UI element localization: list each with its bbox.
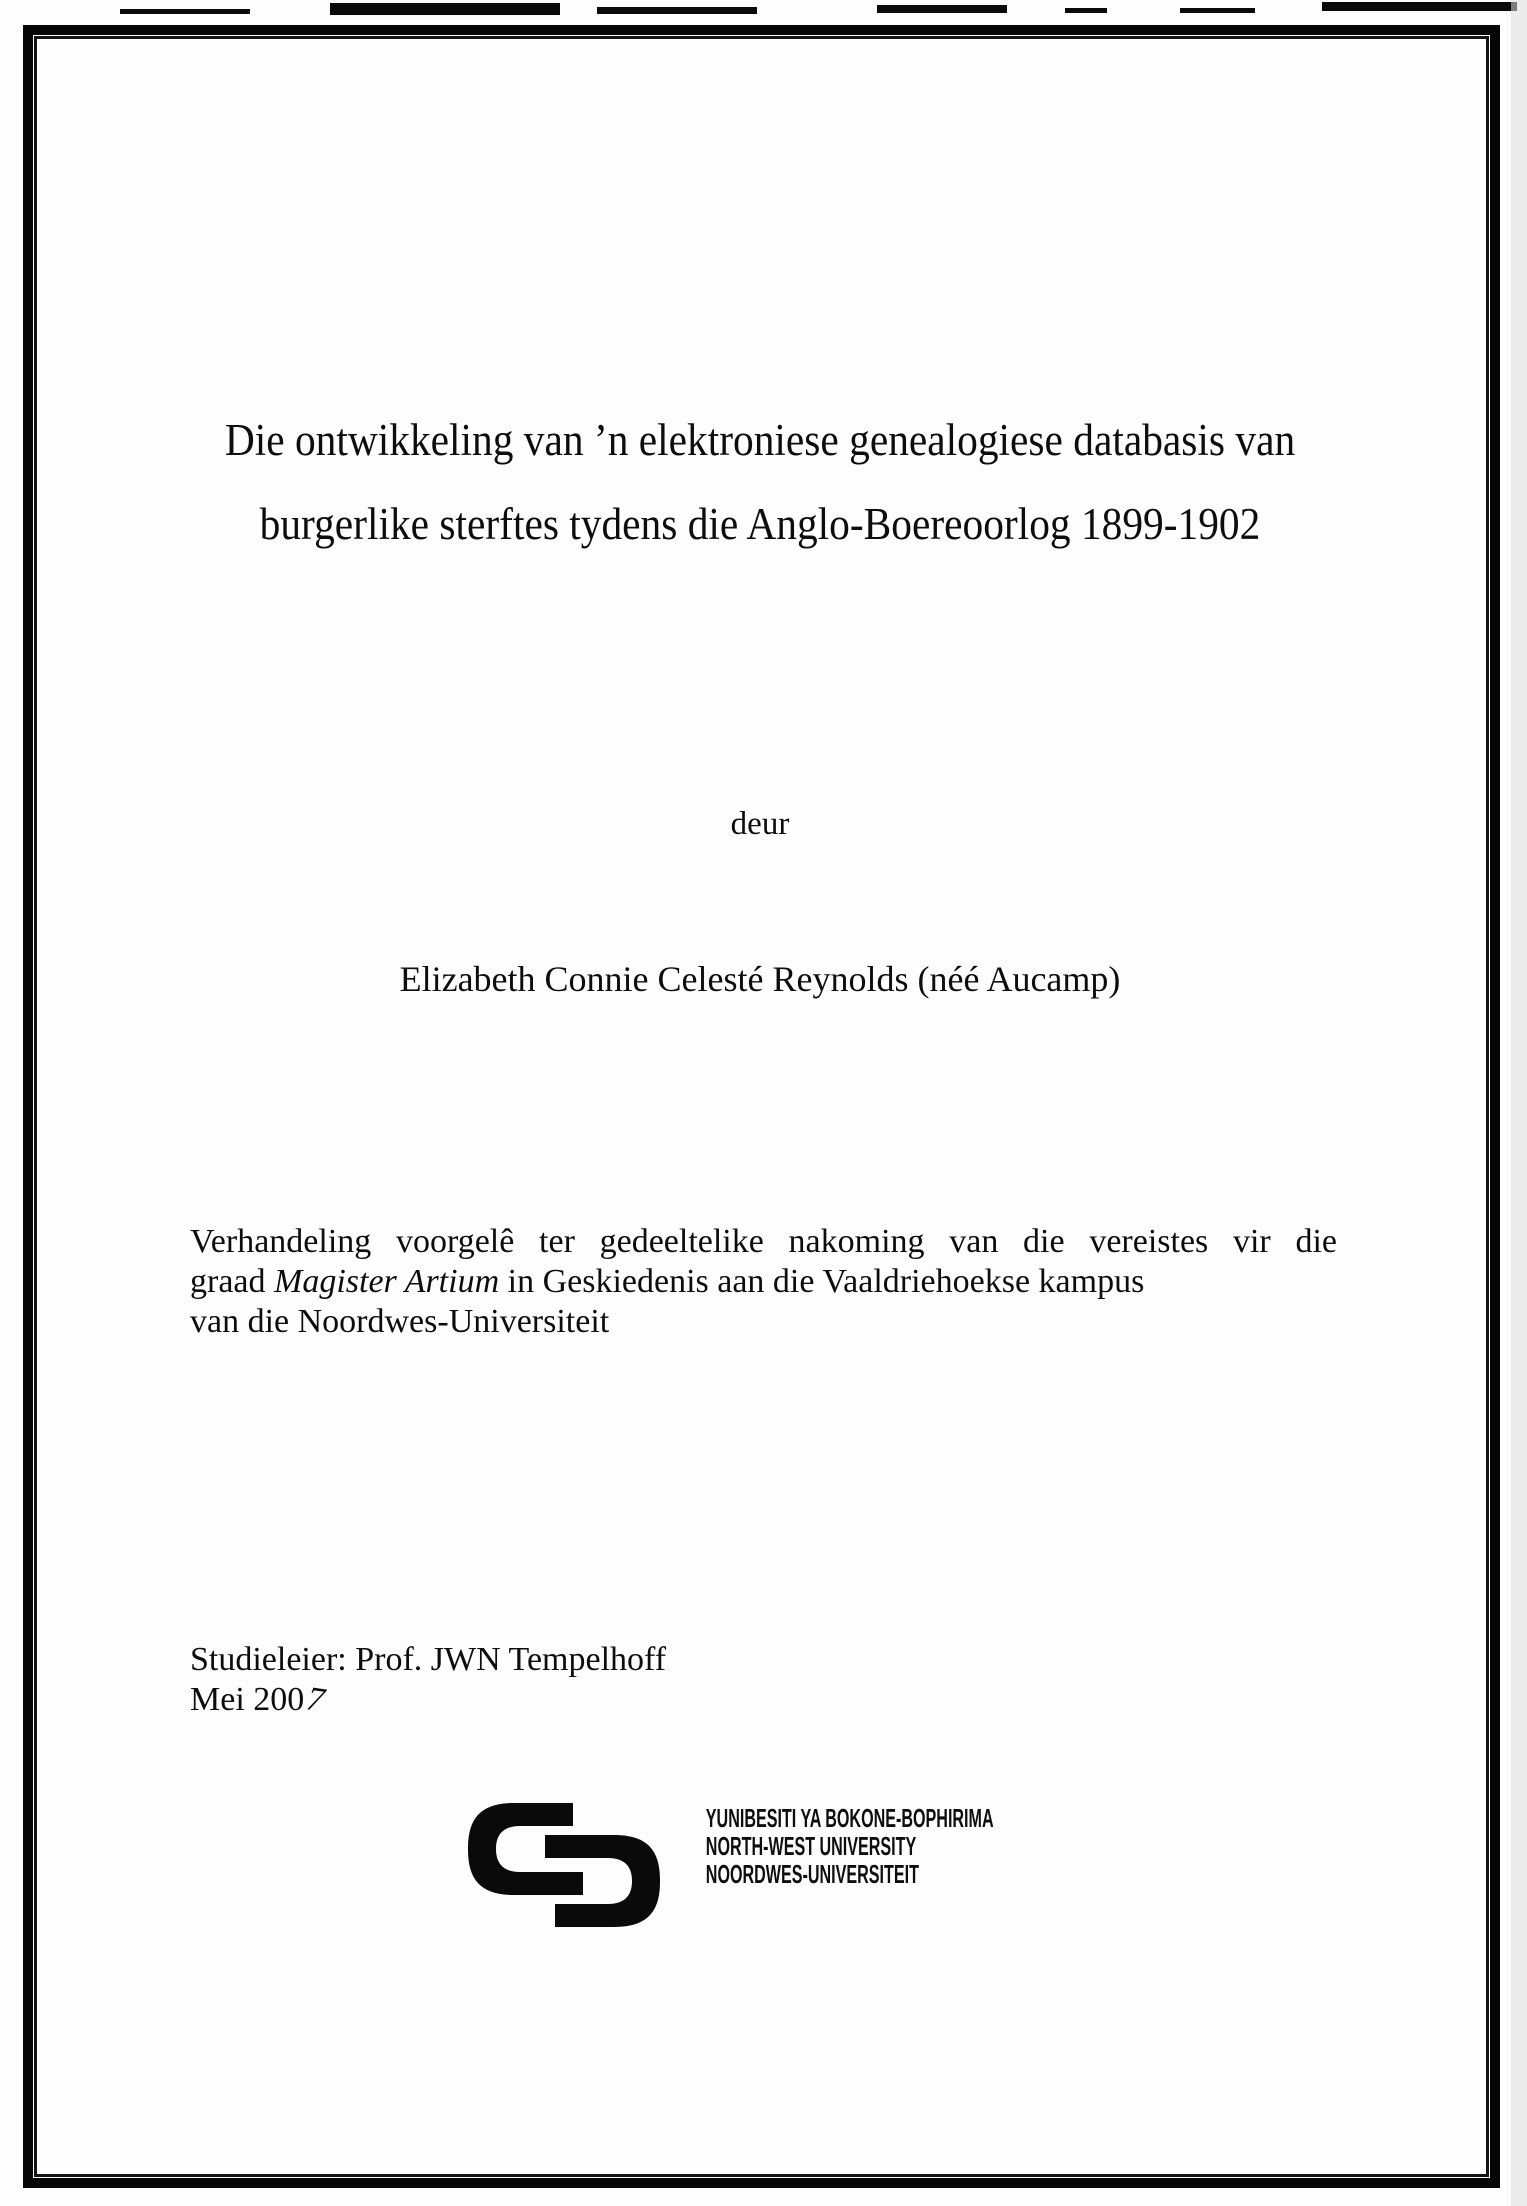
- scan-artifact: [1180, 8, 1255, 13]
- university-name-english: NORTH-WEST UNIVERSITY: [705, 1831, 917, 1861]
- scan-artifact: [1065, 8, 1107, 13]
- scan-artifact: [877, 5, 1007, 13]
- degree-statement-line2-pre: graad: [190, 1263, 275, 1300]
- scan-artifact: [1322, 2, 1517, 11]
- scan-artifact: [120, 9, 250, 14]
- thesis-title: [38, 398, 1482, 566]
- byline-label: deur: [730, 806, 790, 842]
- degree-statement-line1: Verhandeling voorgelê ter gedeeltelike nakoming van die vereistes vir die: [190, 1223, 1337, 1260]
- university-name-lockup: [588, 1803, 994, 1889]
- supervisor-line: Studieleier: Prof. JWN Tempelhoff: [190, 1641, 667, 1678]
- date-line: [190, 1680, 666, 1720]
- university-name-setswana: YUNIBESITI YA BOKONE-BOPHIRIMA: [705, 1803, 994, 1833]
- scan-artifact: [597, 7, 757, 14]
- thesis-title-line2: burgerlike sterftes tydens die Anglo-Boereoorlog 1899-1902: [259, 499, 1261, 549]
- thesis-title-line1: Die ontwikkeling van ’n elektroniese genealogiese databasis van: [224, 415, 1296, 465]
- supervisor-block: [190, 1640, 666, 1720]
- university-name-afrikaans: NOORDWES-UNIVERSITEIT: [705, 1859, 919, 1889]
- author-name: Elizabeth Connie Celesté Reynolds (néé Aucamp): [399, 959, 1121, 999]
- degree-statement: [190, 1222, 1337, 1342]
- date-last-digit: 7: [300, 1680, 331, 1719]
- degree-statement-line3: van die Noordwes-Universiteit: [190, 1303, 610, 1340]
- degree-statement-line2-post: in Geskiedenis aan die Vaaldriehoekse kampus: [499, 1263, 1145, 1300]
- date-prefix: Mei 200: [190, 1681, 305, 1718]
- scan-artifact: [330, 3, 560, 15]
- scan-edge-shade: [1511, 0, 1527, 2206]
- degree-title-italic: Magister Artium: [274, 1263, 500, 1300]
- degree-statement-line2: [190, 1262, 1337, 1302]
